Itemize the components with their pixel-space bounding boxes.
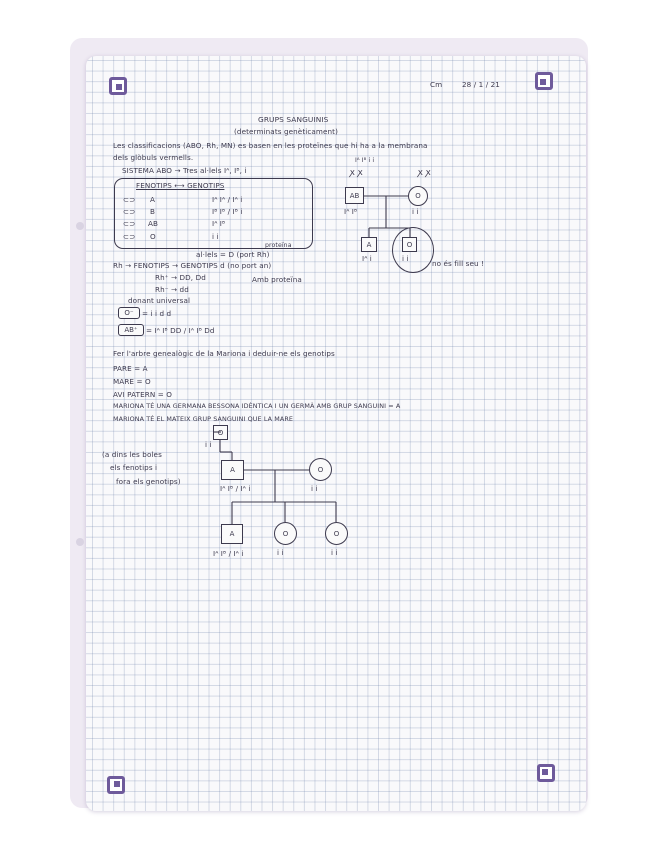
pedigree-note: no és fill seu ! [432, 259, 484, 268]
pedigree-mother-genotype: i i [311, 484, 318, 493]
table-row-genotype: Iᴮ Iᴮ / Iᴮ i [212, 207, 243, 216]
corner-marker-icon [109, 77, 127, 95]
page-subtitle: (determinats genèticament) [234, 127, 338, 136]
pedigree-son: A [221, 524, 243, 544]
exercise-mother: MARE = O [113, 377, 151, 386]
corner-marker-icon [537, 764, 555, 782]
date-value: 28 / 1 / 21 [462, 80, 500, 89]
cell-icon: ⊂⊃ [123, 232, 136, 241]
intro-line: dels glòbuls vermells. [113, 153, 194, 162]
pedigree-child-a: A [361, 237, 377, 252]
table-header: FENOTIPS ⟷ GENOTIPS [136, 181, 225, 190]
pedigree-child-o-genotype: i i [402, 254, 409, 263]
table-row-phenotype: AB [148, 219, 159, 228]
side-note-line: els fenotips i [110, 463, 158, 472]
rh-negative: Rh⁻ → dd [155, 285, 189, 294]
highlight-circle [392, 227, 434, 273]
pedigree-child-a-genotype: Iᴬ i [362, 254, 372, 263]
protein-note: proteïna [265, 242, 292, 249]
pedigree-child-o: O [402, 237, 417, 252]
pedigree-male-ab: AB [345, 187, 364, 204]
rh-phenotypes-line: Rh → FENOTIPS → GENOTIPS d (no port an) [113, 261, 272, 270]
abo-system-line: SISTEMA ABO → Tres al·lels Iᴬ, Iᴮ, i [122, 166, 247, 175]
pedigree-father: A [221, 460, 244, 480]
pedigree-daughter: O [274, 522, 297, 545]
ab-positive-box: AB⁺ [118, 324, 144, 336]
corner-marker-icon [107, 776, 125, 794]
o-negative-box: O⁻ [118, 307, 140, 319]
pedigree-grandfather-genotype: i i [205, 440, 212, 449]
exercise-grandfather: AVI PATERN = O [113, 390, 172, 399]
pedigree-male-ab-genotype: Iᴬ Iᴮ [344, 207, 358, 216]
exercise-statement: MARIONA TÉ EL MATEIX GRUP SANGUINI QUE LA MARE [113, 415, 293, 423]
cell-icon: ⊂⊃ [123, 219, 136, 228]
intro-line: Les classificacions (ABO, Rh, MN) es basen en les proteïnes que hi ha a la membrana [113, 141, 428, 150]
binder-hole [76, 222, 84, 230]
o-negative-genotype: = i i d d [142, 309, 172, 318]
chromosome-icon: ꭗ ꭗ [350, 168, 363, 178]
side-note-line: (a dins les boles [102, 450, 162, 459]
table-row-phenotype: B [150, 207, 156, 216]
page-title: GRUPS SANGUINIS [258, 115, 329, 124]
pedigree-daughter: O [325, 522, 348, 545]
date-label: Cm [430, 80, 443, 89]
table-row-phenotype: A [150, 195, 156, 204]
exercise-prompt: Fer l'arbre genealògic de la Mariona i deduir-ne els genotips [113, 349, 335, 358]
pedigree-son-genotype: Iᴬ Iᴮ / Iᴬ i [213, 549, 244, 558]
rh-positive-note: Amb proteïna [252, 275, 302, 284]
corner-marker-icon [535, 72, 553, 90]
pedigree-female-o: O [408, 186, 428, 206]
chromosome-label: Iᴬ Iᴮ i i [355, 157, 375, 164]
cell-icon: ⊂⊃ [123, 207, 136, 216]
pedigree-daughter-genotype: i i [331, 548, 338, 557]
pedigree-father-genotype: Iᴬ Iᴮ / Iᴬ i [220, 484, 251, 493]
binder-hole [76, 538, 84, 546]
pedigree-mother: O [309, 458, 332, 481]
table-row-genotype: i i [212, 232, 219, 241]
side-note-line: fora els genotips) [116, 477, 181, 486]
universal-donor-note: donant universal [128, 296, 191, 305]
cell-icon: ⊂⊃ [123, 195, 136, 204]
table-row-phenotype: O [150, 232, 156, 241]
ab-positive-genotype: = Iᴬ Iᴮ DD / Iᴬ Iᴮ Dd [146, 326, 215, 335]
exercise-father: PARE = A [113, 364, 148, 373]
table-row-genotype: Iᴬ Iᴬ / Iᴬ i [212, 195, 243, 204]
rh-alleles: al·lels = D (port Rh) [196, 250, 270, 259]
table-row-genotype: Iᴬ Iᴮ [212, 219, 226, 228]
rh-positive: Rh⁺ → DD, Dd [155, 273, 206, 282]
pedigree-female-o-genotype: i i [412, 207, 419, 216]
chromosome-icon: ꭗ ꭗ [418, 168, 431, 178]
pedigree-daughter-genotype: i i [277, 548, 284, 557]
pedigree-grandfather: O [213, 425, 228, 440]
exercise-statement: MARIONA TÉ UNA GERMANA BESSONA IDÈNTICA I UN GERMÀ AMB GRUP SANGUINI = A [113, 402, 401, 410]
